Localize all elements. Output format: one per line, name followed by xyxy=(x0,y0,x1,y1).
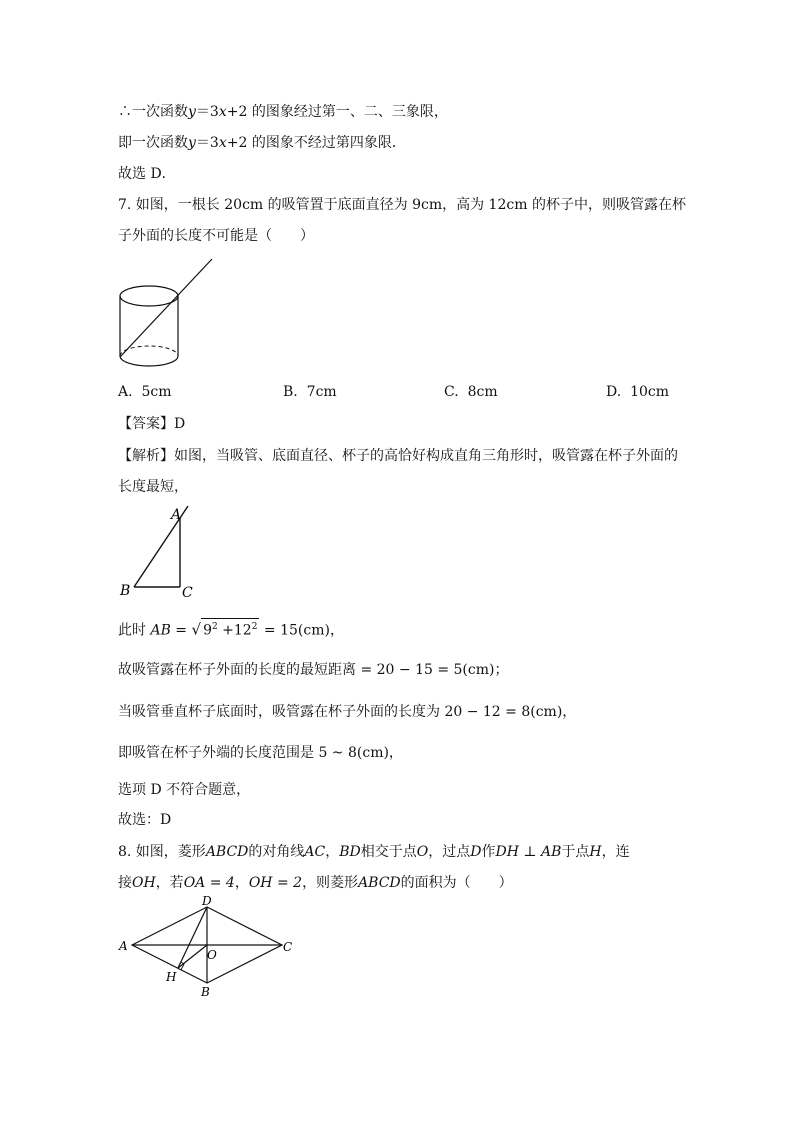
rhombus-label-d: D xyxy=(202,895,212,908)
solution-line-1: ∴一次函数y＝3x+2 的图象经过第一、二、三象限， xyxy=(118,104,448,120)
answer-value: D xyxy=(174,416,186,432)
rhombus-label-a: A xyxy=(119,939,128,953)
option-a[interactable]: A. 5cm xyxy=(118,384,172,400)
rhombus-figure xyxy=(112,895,302,1000)
question-8-stem-2: 接OH，若OA = 4，OH = 2，则菱形ABCD的面积为（ ） xyxy=(118,875,513,891)
label-a: A xyxy=(171,507,182,523)
right-triangle-figure xyxy=(112,500,202,602)
answer-tag: 【答案】 xyxy=(118,416,174,432)
option-c[interactable]: C. 8cm xyxy=(444,384,498,400)
analysis-step-2: 故吸管露在杯子外面的长度的最短距离 = 20 − 15 = 5(cm)； xyxy=(118,662,509,678)
option-b[interactable]: B. 7cm xyxy=(283,384,337,400)
rhombus-label-c: C xyxy=(283,940,293,954)
cup-straw-figure xyxy=(110,255,220,370)
rhombus-label-h: H xyxy=(166,970,177,984)
analysis-step-4: 即吸管在杯子外端的长度范围是 5 ~ 8(cm)， xyxy=(118,745,403,761)
analysis-step-5: 选项 D 不符合题意， xyxy=(118,782,251,798)
answer-choice-line: 故选 D． xyxy=(118,166,176,182)
analysis-line-1: 【解析】如图，当吸管、底面直径、杯子的高恰好构成直角三角形时，吸管露在杯子外面的 xyxy=(118,448,678,464)
label-c: C xyxy=(182,585,193,601)
analysis-step-6: 故选：D xyxy=(118,812,172,828)
question-7-stem-2: 子外面的长度不可能是（ ） xyxy=(118,228,314,244)
rhombus-label-o: O xyxy=(207,948,217,962)
solution-line-2: 即一次函数y＝3x+2 的图象不经过第四象限． xyxy=(118,135,406,151)
analysis-step-1: 此时 AB = √ $9^2 +12^2 = 15(cm)$， xyxy=(118,618,344,641)
question-7-stem-1: 7. 如图，一根长 20cm 的吸管置于底面直径为 9cm，高为 12cm 的杯子中，则吸管露在杯 xyxy=(118,197,686,213)
option-d[interactable]: D. 10cm xyxy=(606,384,670,400)
analysis-line-2: 长度最短， xyxy=(118,479,188,495)
question-8-stem-1: 8. 如图，菱形ABCD的对角线AC，BD相交于点O，过点D作DH ⊥ AB于点H，连 xyxy=(118,844,630,860)
analysis-step-3: 当吸管垂直杯子底面时，吸管露在杯子外面的长度为 20 − 12 = 8(cm)， xyxy=(118,704,577,720)
label-b: B xyxy=(120,583,131,599)
analysis-tag: 【解析】 xyxy=(118,448,174,464)
answer-line xyxy=(118,414,185,434)
rhombus-label-b: B xyxy=(201,985,210,999)
